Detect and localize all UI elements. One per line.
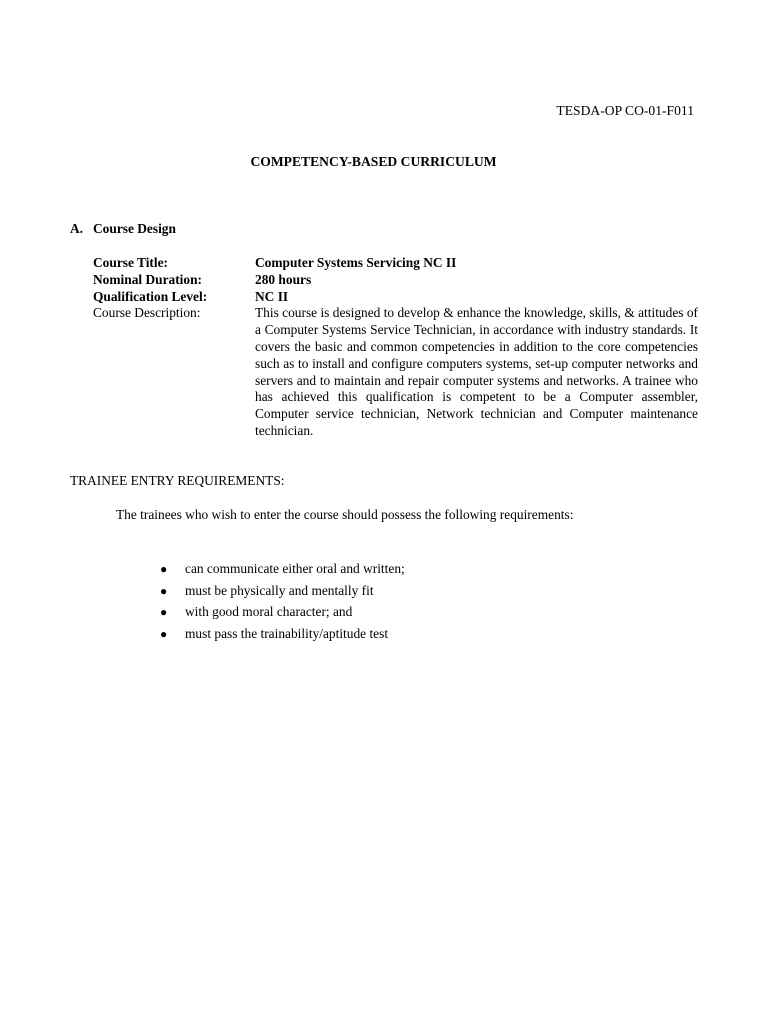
qualification-level-row bbox=[93, 289, 698, 306]
list-item bbox=[160, 561, 405, 583]
list-item-text: can communicate either oral and written; bbox=[185, 561, 405, 576]
nominal-duration-value: 280 hours bbox=[255, 271, 312, 287]
document-code: TESDA-OP CO-01-F011 bbox=[556, 103, 694, 118]
course-title-label: Course Title: bbox=[93, 255, 169, 270]
list-item-text: must pass the trainability/aptitude test bbox=[185, 625, 389, 641]
list-item bbox=[160, 583, 405, 605]
qualification-level-value: NC II bbox=[255, 288, 289, 304]
bullet-icon: ● bbox=[160, 605, 168, 619]
course-design-fields bbox=[93, 255, 698, 440]
bullet-icon: ● bbox=[160, 626, 168, 641]
course-description-label: Course Description: bbox=[93, 305, 201, 321]
section-a-heading bbox=[70, 221, 176, 238]
nominal-duration-label: Nominal Duration: bbox=[93, 271, 202, 287]
bullet-icon: ● bbox=[160, 583, 168, 598]
list-item bbox=[160, 604, 405, 626]
bullet-icon: ● bbox=[160, 562, 168, 576]
list-item-text: must be physically and mentally fit bbox=[185, 582, 374, 598]
course-title-row bbox=[93, 255, 698, 272]
course-title-value: Computer Systems Servicing NC II bbox=[255, 255, 457, 270]
document-title: COMPETENCY-BASED CURRICULUM bbox=[250, 154, 497, 169]
section-a-letter: A. bbox=[70, 221, 84, 236]
trainee-requirements-intro: The trainees who wish to enter the course should possess the following requirements: bbox=[116, 507, 574, 522]
section-a-title: Course Design bbox=[93, 221, 176, 236]
list-item-text: with good moral character; and bbox=[185, 604, 353, 619]
nominal-duration-row bbox=[93, 272, 698, 289]
qualification-level-label: Qualification Level: bbox=[93, 288, 208, 304]
list-item bbox=[160, 626, 405, 648]
trainee-requirements-list bbox=[160, 561, 405, 647]
course-description-row bbox=[93, 305, 698, 439]
trainee-entry-requirements-heading: TRAINEE ENTRY REQUIREMENTS: bbox=[70, 473, 285, 488]
course-description-value: This course is designed to develop & enhance the knowledge, skills, & attitudes of a Computer Systems Service Technician, in accordance with industry standards. It covers the basic and common competencies in addition to the core competencies such as to install and configure computers systems, set-up computer networks and servers and to maintain and repair computer systems and networks. A trainee who has achieved this qualification is competent to be a Computer assembler, Computer service technician, Network technician and Computer maintenance technician. bbox=[255, 305, 698, 438]
